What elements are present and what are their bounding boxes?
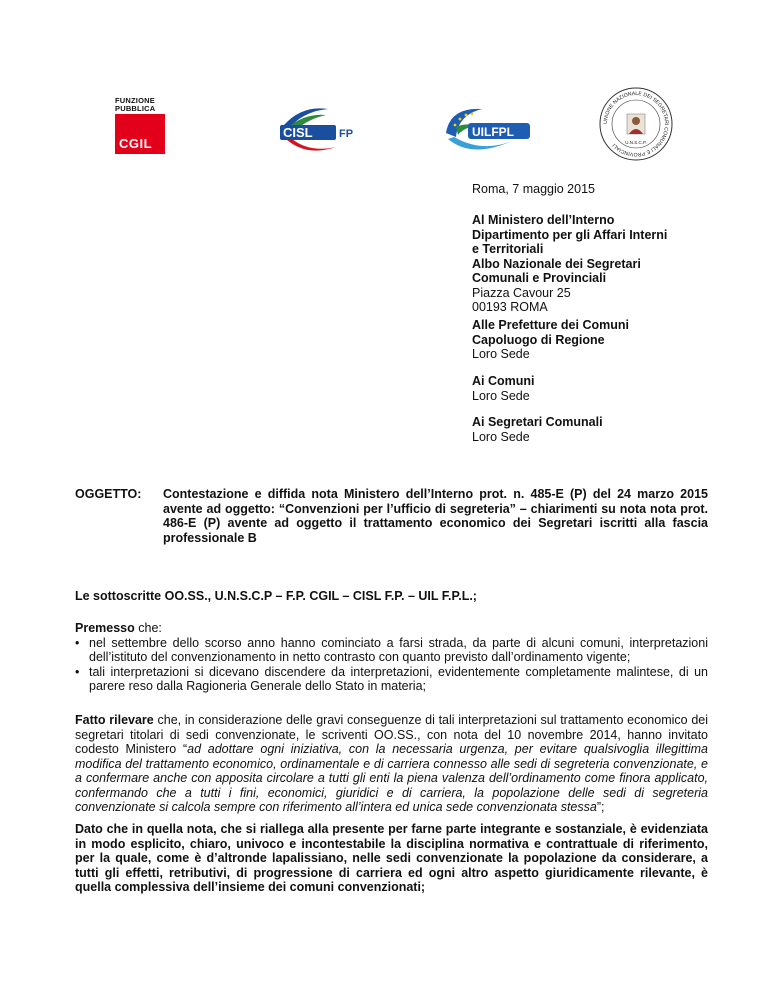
fatto-rilevare-paragraph bbox=[75, 713, 708, 815]
dato-che-paragraph: Dato che in quella nota, che si riallega alla presente per farne parte integrante e sostanziale, è evidenziata in modo esplicito, chiaro, univoco e incontestabile la disciplina normativa e contrattuale di riferimento, per la quale, come è d’altronde lapalissiano, nelle sedi convenzionate la popolazione da considerare, a tutti gli effetti, retributivi, di progressione di carriera ed ogni altro aspetto giuridicamente rilevante, è quella complessiva dell’insieme dei comuni convenzionati; bbox=[75, 822, 708, 894]
recipient-prefetture bbox=[472, 318, 629, 362]
seal-abbr: U.N.S.C.P. bbox=[625, 140, 647, 145]
recipient-line: Albo Nazionale dei Segretari bbox=[472, 256, 641, 271]
premesso-heading bbox=[75, 621, 708, 636]
recipient-ministry bbox=[472, 213, 667, 315]
recipient-line: Alle Prefetture dei Comuni bbox=[472, 318, 629, 332]
recipient-line: Ai Segretari Comunali bbox=[472, 415, 603, 429]
recipient-line: Comunali e Provinciali bbox=[472, 271, 607, 285]
cisl-name: CISL bbox=[283, 125, 313, 140]
cisl-fp-logo bbox=[276, 103, 366, 158]
recipient-segretari bbox=[472, 415, 603, 444]
premesso-section bbox=[75, 621, 708, 694]
letter-date: Roma, 7 maggio 2015 bbox=[472, 182, 595, 196]
recipient-line: Dipartimento per gli Affari Interni bbox=[472, 227, 668, 242]
subject-label: OGGETTO: bbox=[75, 487, 142, 501]
list-item: • tali interpretazioni si dicevano discendere da interpretazioni, evidentemente completamente malintese, di un parere reso dalla Ragioneria Generale dello Stato in materia; bbox=[75, 665, 708, 694]
recipient-address: Piazza Cavour 25 bbox=[472, 285, 571, 300]
uil-fpl-name: UILFPL bbox=[472, 125, 514, 139]
fatto-text: che, in considerazione delle gravi conseguenze di tali interpretazioni sul trattamento economico dei segretari titolari di sedi convenzionate, le scriventi OO.SS., con nota del 10 novembre 2014, hanno invitato codesto Ministero “ bbox=[75, 713, 708, 756]
cisl-fp-suffix: FP bbox=[339, 128, 354, 140]
premesso-rest: che: bbox=[134, 621, 162, 635]
fp-cgil-name: CGIL bbox=[119, 136, 153, 151]
recipient-city: 00193 ROMA bbox=[472, 300, 548, 314]
list-item: • nel settembre dello scorso anno hanno cominciato a farsi strada, da parte di alcuni comuni, interpretazioni dell’istituto del convenzionamento in netto contrasto con quanto previsto dall’ordinamento vigente; bbox=[75, 636, 708, 665]
subject-text: Contestazione e diffida nota Ministero dell’Interno prot. n. 485-E (P) del 24 marzo 2015 avente ad oggetto: “Convenzioni per l’ufficio di segreteria” – chiarimenti su nota nota prot. 486-E (P) avente ad oggetto il trattamento economico dei Segretari iscritti alla fascia professionale B bbox=[163, 487, 708, 545]
fatto-text-end: ”; bbox=[596, 800, 605, 814]
fp-cgil-logo bbox=[115, 97, 165, 155]
logo-line-1: FUNZIONE bbox=[115, 96, 155, 105]
recipient-line: Capoluogo di Regione bbox=[472, 332, 605, 347]
logo-line-2: PUBBLICA bbox=[115, 103, 156, 113]
recipient-line: Al Ministero dell’Interno bbox=[472, 213, 615, 227]
recipient-line: e Territoriali bbox=[472, 242, 544, 256]
recipient-sede: Loro Sede bbox=[472, 347, 530, 361]
recipient-sede: Loro Sede bbox=[472, 388, 530, 403]
recipient-line: Ai Comuni bbox=[472, 374, 535, 388]
recipient-comuni bbox=[472, 374, 535, 403]
recipient-sede: Loro Sede bbox=[472, 429, 530, 444]
seal-ring-text: UNIONE NAZIONALE DEI SEGRETARI COMUNALI E PROVINCIALI bbox=[602, 90, 670, 158]
unscp-seal-logo bbox=[598, 86, 674, 162]
fatto-lead: Fatto rilevare bbox=[75, 713, 154, 727]
fp-cgil-red-block bbox=[115, 114, 165, 154]
premesso-lead: Premesso bbox=[75, 621, 135, 635]
fp-cgil-logo-caption bbox=[115, 97, 165, 112]
fatto-quote: ad adottare ogni iniziativa, con la necessaria urgenza, per evitare qualsivoglia illegittima modifica del trattamento economico, ordinamentale e di carriera connesso alle sedi di segreteria convenzionate, e a confermare anche con apposita circolare a tutti gli enti la piena valenza dell’ordinamento come finora applicato, confermando che a tutti i fini, economici, giuridici e di carriera, la popolazione delle sedi di segreteria convenzionate si calcola sempre con riferimento all’intera ed unica sede convenzionata stessa bbox=[75, 742, 708, 814]
intro-paragraph: Le sottoscritte OO.SS., U.N.S.C.P – F.P. CGIL – CISL F.P. – UIL F.P.L.; bbox=[75, 589, 477, 603]
premesso-bullets bbox=[75, 636, 708, 694]
uil-fpl-logo bbox=[442, 103, 534, 159]
